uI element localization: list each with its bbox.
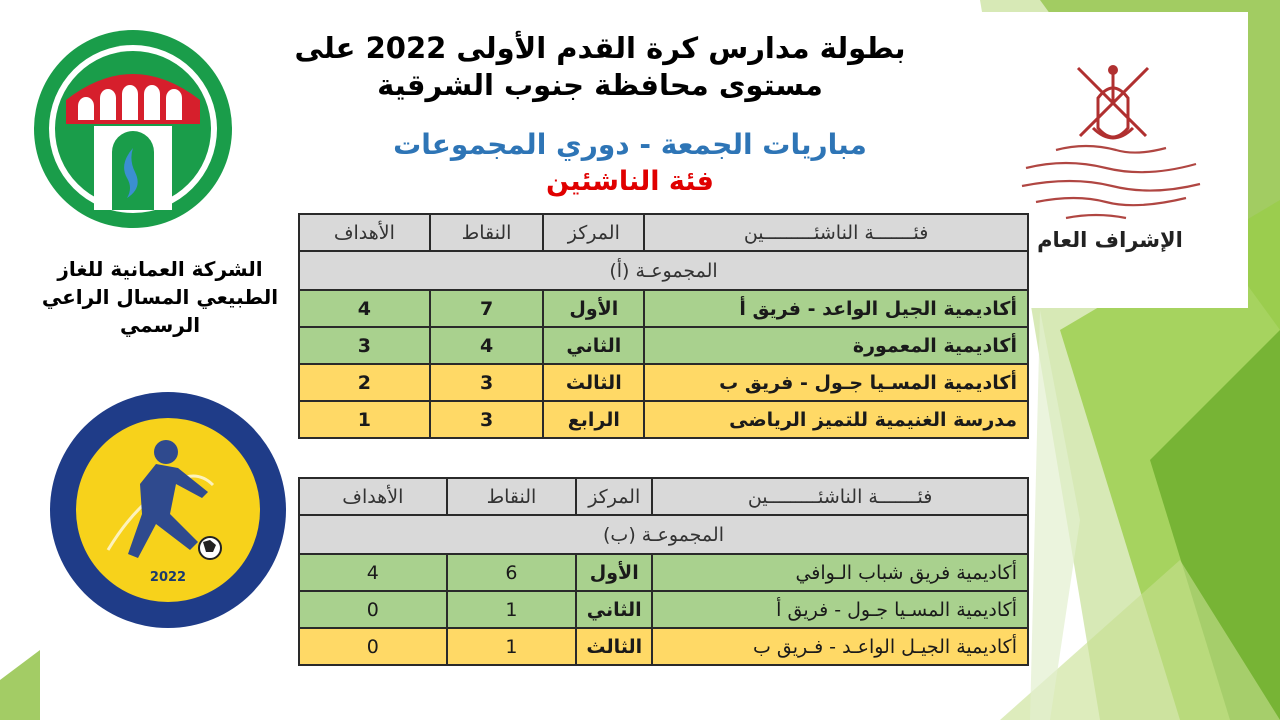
sponsor-text: الشركة العمانية للغاز الطبيعي المسال الراعي الرسمي (41, 257, 279, 337)
team-rank: الرابع (543, 401, 644, 438)
team-points: 1 (447, 628, 577, 665)
team-points: 7 (430, 290, 544, 327)
header-goals: الأهداف (299, 478, 447, 515)
sponsor-logo (32, 28, 234, 230)
team-goals: 2 (299, 364, 430, 401)
team-points: 1 (447, 591, 577, 628)
team-name: أكاديمية فريق شباب الـوافي (652, 554, 1028, 591)
team-goals: 0 (299, 628, 447, 665)
team-rank: الثالث (543, 364, 644, 401)
team-name: أكاديمية المسـيا جـول - فريق ب (644, 364, 1028, 401)
team-name: أكاديمية الجيـل الواعـد - فـريق ب (652, 628, 1028, 665)
team-goals: 4 (299, 290, 430, 327)
header-goals: الأهداف (299, 214, 430, 251)
table-row (299, 401, 1028, 438)
group-b-table (298, 477, 1029, 666)
header-points: النقاط (430, 214, 544, 251)
table-row (299, 554, 1028, 591)
header-points: النقاط (447, 478, 577, 515)
table-row (299, 290, 1028, 327)
team-goals: 1 (299, 401, 430, 438)
page-subtitle: مباريات الجمعة - دوري المجموعات (393, 128, 867, 161)
group-title-row (299, 515, 1028, 554)
team-rank: الثاني (543, 327, 644, 364)
page-title: بطولة مدارس كرة القدم الأولى 2022 على مستوى محافظة جنوب الشرقية (294, 31, 906, 102)
team-goals: 3 (299, 327, 430, 364)
team-points: 6 (447, 554, 577, 591)
team-points: 4 (430, 327, 544, 364)
table-row (299, 591, 1028, 628)
supervision-caption: الإشراف العام (1037, 228, 1183, 252)
team-name: أكاديمية المعمورة (644, 327, 1028, 364)
team-name: أكاديمية المسـيا جـول - فريق أ (652, 591, 1028, 628)
ministry-calligraphy (1016, 140, 1206, 224)
header-rank: المركز (543, 214, 644, 251)
academy-badge (48, 390, 288, 630)
category-label: فئة الناشئين (546, 166, 714, 197)
table-header-row (299, 478, 1028, 515)
badge-year: 2022 (149, 570, 187, 585)
header-category: فئـــــــة الناشئـــــــــين (652, 478, 1028, 515)
header-rank: المركز (576, 478, 652, 515)
group-title: المجموعـة (أ) (299, 251, 1028, 290)
table-row (299, 327, 1028, 364)
team-name: أكاديمية الجيل الواعد - فريق أ (644, 290, 1028, 327)
header-category: فئـــــــة الناشئـــــــــين (644, 214, 1028, 251)
table-row (299, 628, 1028, 665)
ministry-emblem-icon (1068, 58, 1158, 153)
team-rank: الثاني (576, 591, 652, 628)
table-row (299, 364, 1028, 401)
team-rank: الأول (576, 554, 652, 591)
group-title-row (299, 251, 1028, 290)
group-title: المجموعـة (ب) (299, 515, 1028, 554)
table-header-row (299, 214, 1028, 251)
team-name: مدرسة الغنيمية للتميز الرياضى (644, 401, 1028, 438)
group-a-table (298, 213, 1029, 439)
team-goals: 4 (299, 554, 447, 591)
team-points: 3 (430, 401, 544, 438)
team-points: 3 (430, 364, 544, 401)
team-goals: 0 (299, 591, 447, 628)
team-rank: الأول (543, 290, 644, 327)
team-rank: الثالث (576, 628, 652, 665)
